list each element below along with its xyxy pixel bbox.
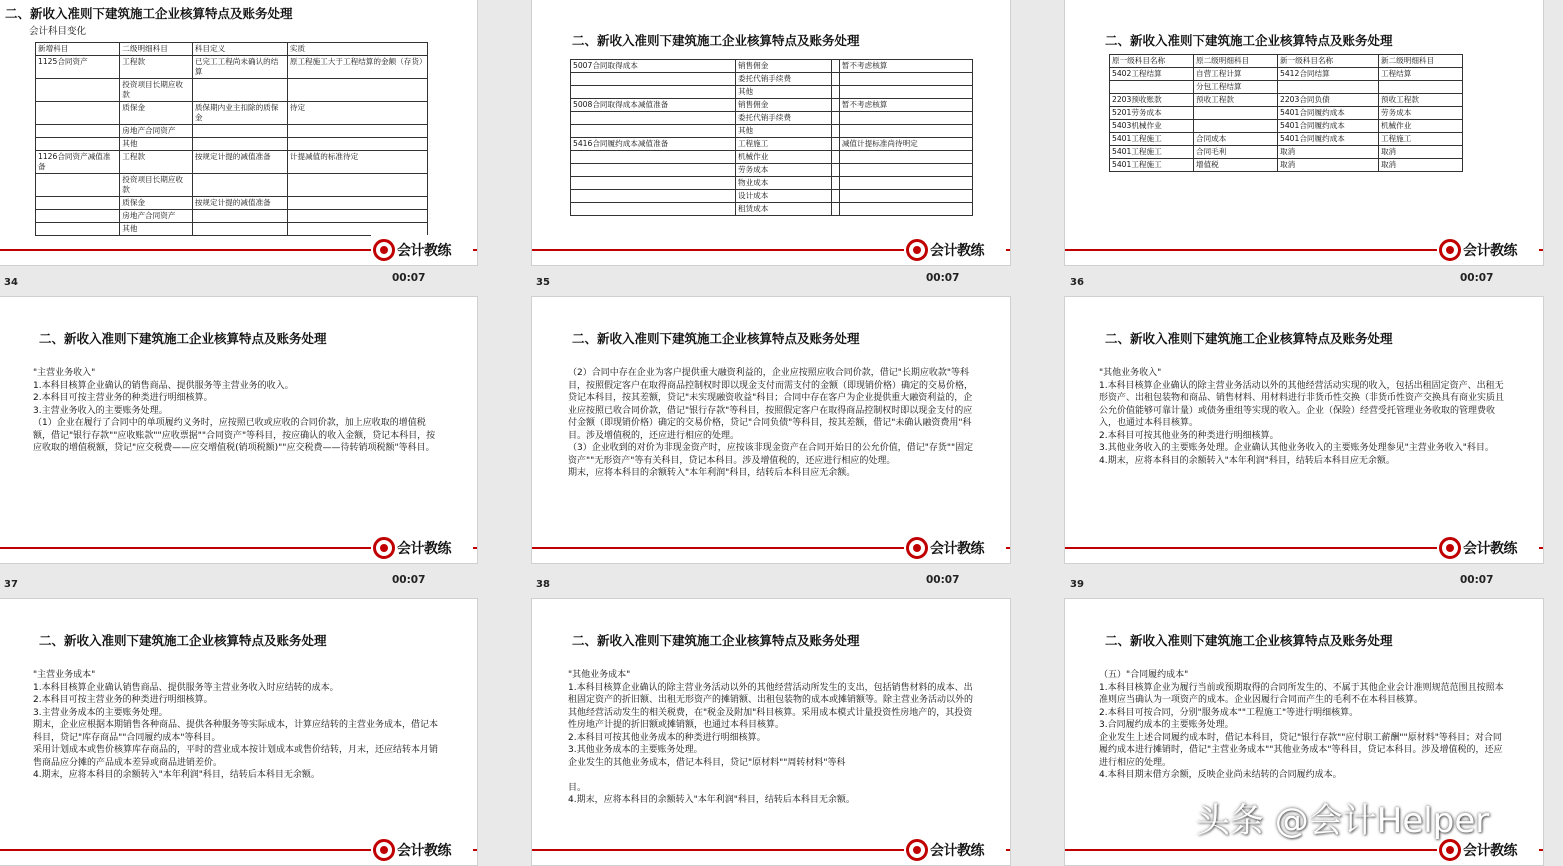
slide-thumbnail-35[interactable] [531,0,1011,266]
slide-title: 二、新收入准则下建筑施工企业核算特点及账务处理 [39,331,327,346]
table-cell [839,164,972,177]
table-cell [1194,107,1278,120]
slide-thumbnail-36[interactable] [1064,0,1544,266]
slide-thumbnail-40[interactable] [0,598,478,866]
table-cell: 新二级明细科目 [1378,55,1462,68]
table-cell [192,79,287,102]
slide-thumbnail-34[interactable] [0,0,478,266]
table-cell: 按规定计提的减值准备 [192,151,287,174]
table-cell: 销售佣金 [735,99,831,112]
table-cell: 工程施工 [1378,133,1462,146]
slide-title: 二、新收入准则下建筑施工企业核算特点及账务处理 [1105,331,1393,346]
table-cell [839,112,972,125]
table-row [36,151,428,174]
table-cell [1194,120,1278,133]
table-cell [831,112,839,125]
table-cell: 机械作业 [735,151,831,164]
table-cell [192,174,287,197]
table-cell: 科目定义 [192,43,287,56]
table-cell: 取消 [1278,159,1379,172]
contract-cost-table [570,59,973,216]
table-cell [831,73,839,86]
table-row [36,210,428,223]
slide-duration: 00:07 [392,272,426,284]
table-cell: 2203合同负债 [1278,94,1379,107]
table-row [1110,94,1463,107]
table-cell: 5416合同履约成本减值准备 [571,138,736,151]
table-cell: 5401合同履约成本 [1278,107,1379,120]
table-row [36,174,428,197]
table-cell: 物业成本 [735,177,831,190]
table-cell [287,125,427,138]
table-row [36,79,428,102]
table-cell [571,151,736,164]
table-cell: 1126合同资产减值准备 [36,151,120,174]
table-cell [831,60,839,73]
table-cell: 原一级科目名称 [1110,55,1194,68]
slide-number: 36 [1070,277,1084,288]
slide-thumbnail-39[interactable] [1064,296,1544,564]
table-cell: 其他 [735,125,831,138]
watermark: 头条 @会计Helper [1196,801,1490,841]
table-cell [192,138,287,151]
slide-thumbnail-37[interactable] [0,296,478,564]
account-mapping-table [1109,54,1463,172]
table-row [1110,120,1463,133]
table-cell [831,99,839,112]
table-cell: 新一级科目名称 [1278,55,1379,68]
brand-logo: 会计教练 [371,835,473,865]
table-row [1110,107,1463,120]
table-cell [287,210,427,223]
slide-body-text: （五）"合同履约成本" 1.本科目核算企业为履行当前或预期取得的合同所发生的、不属于其他企业会计准则规范范围且按照本准则应当确认为一项资产的成本。企业因履行合同而产生的毛利不在本科目核算。 2.本科目可按合同，分别"服务成本""工程施工"等进行明细核算。 3.合同履约成本的主要账务处理。 企业发生上述合同履约成本时，借记本科目，贷记"银行存款""应付职工薪酬""原材料"等科目；对合同履约成本进行摊销时，借记"主营业务成本""其他业务成本"等科目，贷记本科目。涉及增值税的，还应进行相应的处理。 4.本科目期末借方余额，反映企业尚未结转的合同履约成本。 [1099,670,1504,780]
table-cell [36,125,120,138]
table-cell: 工程款 [120,56,193,79]
table-cell: 投资项目长期应收款 [120,174,193,197]
table-cell [36,174,120,197]
table-cell: 2203预收账款 [1110,94,1194,107]
table-cell [839,190,972,203]
table-cell: 预收工程款 [1378,94,1462,107]
slide-duration: 00:07 [926,574,960,586]
table-cell: 房地产合同资产 [120,210,193,223]
brand-logo: 会计教练 [371,235,473,265]
table-cell: 租赁成本 [735,203,831,216]
table-cell [36,210,120,223]
table-cell [571,190,736,203]
table-row [36,125,428,138]
table-cell: 合同成本 [1194,133,1278,146]
table-cell [36,223,120,236]
table-cell: 取消 [1378,159,1462,172]
table-cell [831,177,839,190]
slide-duration: 00:07 [926,272,960,284]
table-cell: 其他 [120,223,193,236]
account-change-table [35,42,428,236]
table-cell: 工程结算 [1378,68,1462,81]
table-cell: 机械作业 [1378,120,1462,133]
slide-duration: 00:07 [1460,272,1494,284]
slide-number: 38 [536,579,550,590]
table-cell [571,125,736,138]
table-cell [287,223,427,236]
table-cell: 其他 [120,138,193,151]
table-row [1110,68,1463,81]
table-cell: 实质 [287,43,427,56]
table-cell [571,86,736,99]
table-cell [831,190,839,203]
table-cell: 劳务成本 [1378,107,1462,120]
table-cell: 取消 [1378,146,1462,159]
table-cell: 5402工程结算 [1110,68,1194,81]
table-row [1110,81,1463,94]
slide-number: 37 [4,579,18,590]
table-cell: 销售佣金 [735,60,831,73]
table-row [571,138,973,151]
table-cell [36,79,120,102]
table-cell: 工程施工 [735,138,831,151]
brand-logo: 会计教练 [904,235,1006,265]
slide-number: 35 [536,277,550,288]
table-cell: 5401工程施工 [1110,159,1194,172]
table-cell [36,197,120,210]
table-cell [839,125,972,138]
slide-title: 二、新收入准则下建筑施工企业核算特点及账务处理 [572,33,860,48]
table-row [571,112,973,125]
table-cell [831,164,839,177]
table-cell: 5403机械作业 [1110,120,1194,133]
table-cell: 5412合同结算 [1278,68,1379,81]
table-cell [839,177,972,190]
table-cell: 减值计提标准尚待明定 [839,138,972,151]
table-cell: 已完工工程尚未确认的结算 [192,56,287,79]
slide-title: 二、新收入准则下建筑施工企业核算特点及账务处理 [572,633,860,648]
table-cell [571,203,736,216]
table-cell [831,125,839,138]
table-row [36,223,428,236]
table-cell [831,86,839,99]
table-row [36,138,428,151]
slide-title: 二、新收入准则下建筑施工企业核算特点及账务处理 [5,6,293,21]
slide-thumbnail-38[interactable] [531,296,1011,564]
table-cell: 工程款 [120,151,193,174]
table-cell [839,73,972,86]
table-cell [571,164,736,177]
slide-body-text: "主营业务收入" 1.本科目核算企业确认的销售商品、提供服务等主营业务的收入。 2.本科目可按主营业务的种类进行明细核算。 3.主营业务收入的主要账务处理。 （1）企业在履行了合同中的单项履约义务时，应按照已收或应收的合同价款，加上应收取的增值税额，借记"银行存款""应收账款""应收票据""合同资产"等科目，按应确认的收入金额，贷记本科目，按应收取的增值税额，贷记"应交税费——应交增值税(销项税额)""应交税费——待转销项税额"等科目。 [33,368,436,453]
table-cell: 新增科目 [36,43,120,56]
table-cell [36,102,120,125]
table-cell [831,138,839,151]
table-cell: 暂不考虑核算 [839,60,972,73]
table-cell: 5201劳务成本 [1110,107,1194,120]
slide-body-text: "主营业务成本" 1.本科目核算企业确认销售商品、提供服务等主营业务收入时应结转的成本。 2.本科目可按主营业务的种类进行明细核算。 3.主营业务成本的主要账务处理。 期末，企业应根据本期销售各种商品、提供各种服务等实际成本，计算应结转的主营业务成本，借记本科目，贷记"库存商品""合同履约成本"等科目。 采用计划成本或售价核算库存商品的，平时的营业成本按计划成本或售价结转，月末，还应结转本月销售商品应分摊的产品成本差异或商品进销差价。 4.期末，应将本科目的余额转入"本年利润"科目，结转后本科目无余额。 [33,670,439,780]
table-cell: 设计成本 [735,190,831,203]
table-cell: 委托代销手续费 [735,73,831,86]
table-row [571,151,973,164]
table-row [1110,55,1463,68]
table-cell: 投资项目长期应收款 [120,79,193,102]
table-cell: 合同毛利 [1194,146,1278,159]
slide-title: 二、新收入准则下建筑施工企业核算特点及账务处理 [39,633,327,648]
brand-logo: 会计教练 [1437,533,1539,563]
table-cell [831,151,839,164]
table-row [571,203,973,216]
table-cell: 委托代销手续费 [735,112,831,125]
table-row [571,177,973,190]
table-cell [1110,81,1194,94]
slide-duration: 00:07 [1460,574,1494,586]
slide-number: 34 [4,277,18,288]
table-cell [839,203,972,216]
table-row [1110,133,1463,146]
table-cell: 暂不考虑核算 [839,99,972,112]
table-cell: 房地产合同资产 [120,125,193,138]
slide-thumbnail-41[interactable] [531,598,1011,866]
table-row [571,86,973,99]
table-cell [192,223,287,236]
table-row [36,102,428,125]
table-row [36,56,428,79]
table-cell: 按规定计提的减值准备 [192,197,287,210]
table-cell: 5401合同履约成本 [1278,133,1379,146]
table-cell: 5401合同履约成本 [1278,120,1379,133]
table-cell: 分包工程结算 [1194,81,1278,94]
table-cell: 质保期内业主扣除的质保金 [192,102,287,125]
table-cell: 原二级明细科目 [1194,55,1278,68]
table-cell [287,138,427,151]
table-cell: 预收工程款 [1194,94,1278,107]
slide-body-text: "其他业务成本" 1.本科目核算企业确认的除主营业务活动以外的其他经营活动所发生的支出，包括销售材料的成本、出租固定资产的折旧额、出租无形资产的摊销额、出租包装物的成本或摊销额等。除主营业务活动以外的其他经营活动发生的相关税费，在"税金及附加"科目核算。采用成本模式计量投资性房地产的，其投资性房地产计提的折旧额或摊销额，也通过本科目核算。 2.本科目可按其他业务成本的种类进行明细核算。 3.其他业务成本的主要账务处理。 企业发生的其他业务成本，借记本科目，贷记"原材料""周转材料"等科 目。 4.期末，应将本科目的余额转入"本年利润"科目，结转后本科目无余额。 [568,670,974,805]
table-row [571,73,973,86]
table-cell: 计提减值的标准待定 [287,151,427,174]
table-cell [839,86,972,99]
table-cell: 二级明细科目 [120,43,193,56]
table-cell: 5008合同取得成本减值准备 [571,99,736,112]
table-cell: 质保金 [120,197,193,210]
table-cell: 5401工程施工 [1110,133,1194,146]
table-row [571,190,973,203]
slide-body-text: （2）合同中存在企业为客户提供重大融资利益的，企业应按照应收合同价款，借记"长期应收款"等科目，按照假定客户在取得商品控制权时即以现金支付而需支付的金额（即现销价格）确定的交易价格，贷记本科目，按其差额，贷记"未实现融资收益"科目；合同中存在客户为企业提供重大融资利益的，企业应按照已收合同价款，借记"银行存款"等科目，按照假定客户在取得商品控制权时即以现金支付的应付金额（即现销价格）确定的交易价格，贷记"合同负债"等科目，按其差额，借记"未确认融资费用"科目。涉及增值税的，还应进行相应的处理。 （3）企业收到的对价为非现金资产时，应按该非现金资产在合同开始日的公允价值，借记"存货""固定资产""无形资产"等有关科目，贷记本科目。涉及增值税的，还应进行相应的处理。 期末，应将本科目的余额转入"本年利润"科目，结转后本科目应无余额。 [568,368,974,478]
table-row [571,60,973,73]
table-cell: 自营工程计算 [1194,68,1278,81]
brand-logo: 会计教练 [371,533,473,563]
slide-duration: 00:07 [392,574,426,586]
table-cell [571,177,736,190]
table-cell: 质保金 [120,102,193,125]
table-cell: 其他 [735,86,831,99]
slide-subtitle: 会计科目变化 [29,26,87,37]
table-cell: 取消 [1278,146,1379,159]
brand-logo: 会计教练 [904,835,1006,865]
table-cell [571,112,736,125]
table-cell: 劳务成本 [735,164,831,177]
table-row [1110,159,1463,172]
slide-title: 二、新收入准则下建筑施工企业核算特点及账务处理 [572,331,860,346]
table-cell [287,79,427,102]
slide-title: 二、新收入准则下建筑施工企业核算特点及账务处理 [1105,633,1393,648]
table-cell [831,203,839,216]
table-cell [287,174,427,197]
slide-body-text: "其他业务收入" 1.本科目核算企业确认的除主营业务活动以外的其他经营活动实现的收入，包括出租固定资产、出租无形资产、出租包装物和商品、销售材料、用材料进行非货币性交换（非货币性资产交换具有商业实质且公允价值能够可靠计量）或债务重组等实现的收入。企业（保险）经营受托管理业务收取的管理费收入，也通过本科目核算。 2.本科目可按其他业务的种类进行明细核算。 3.其他业务收入的主要账务处理。企业确认其他业务收入的主要账务处理参见"主营业务收入"科目。 4.期末，应将本科目的余额转入"本年利润"科目，结转后本科目应无余额。 [1099,368,1505,466]
table-cell [287,197,427,210]
table-cell [36,138,120,151]
table-cell [1278,81,1379,94]
table-row [36,43,428,56]
brand-logo: 会计教练 [904,533,1006,563]
table-cell: 1125合同资产 [36,56,120,79]
table-cell: 待定 [287,102,427,125]
table-row [571,164,973,177]
table-cell [192,125,287,138]
slide-number: 39 [1070,579,1084,590]
brand-logo: 会计教练 [1437,835,1539,865]
table-cell: 增值税 [1194,159,1278,172]
table-cell [192,210,287,223]
table-cell [839,151,972,164]
table-row [571,99,973,112]
table-cell [571,73,736,86]
table-row [1110,146,1463,159]
table-cell [1378,81,1462,94]
table-cell: 5401工程施工 [1110,146,1194,159]
table-row [36,197,428,210]
table-row [571,125,973,138]
slide-title: 二、新收入准则下建筑施工企业核算特点及账务处理 [1105,33,1393,48]
table-cell: 原工程施工大于工程结算的金额（存货） [287,56,427,79]
brand-logo: 会计教练 [1437,235,1539,265]
table-cell: 5007合同取得成本 [571,60,736,73]
